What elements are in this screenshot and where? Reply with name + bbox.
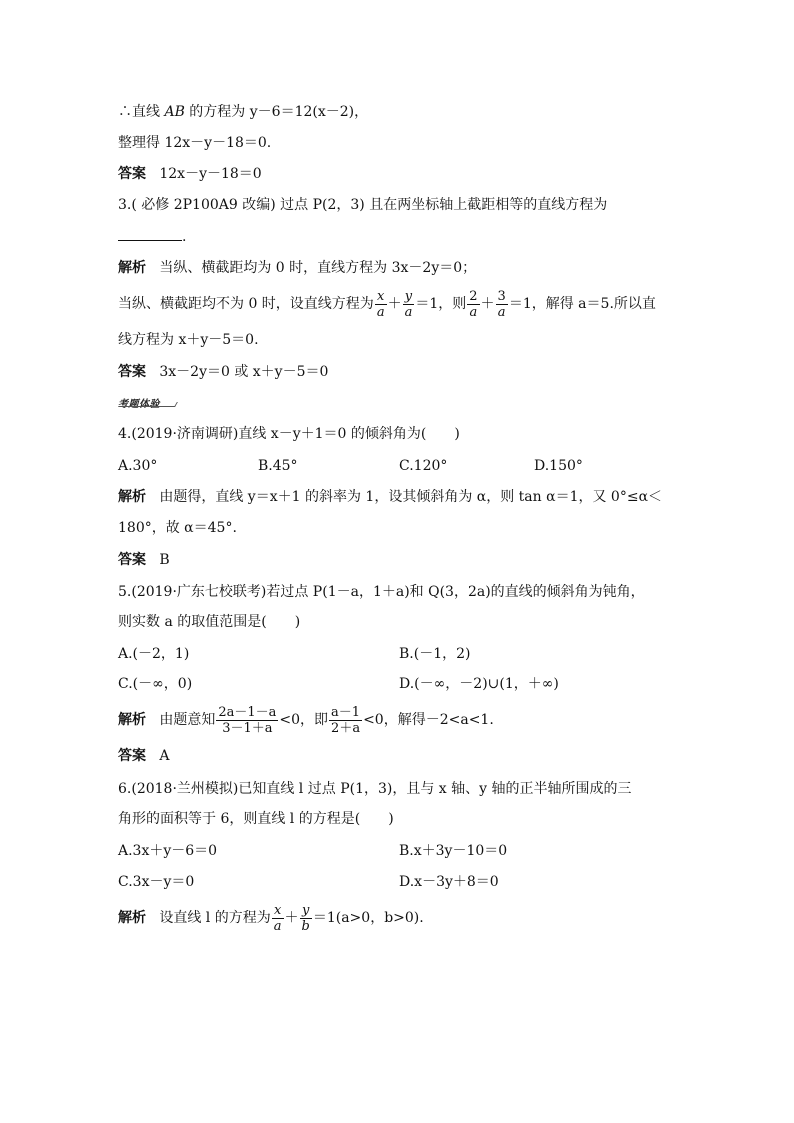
- text: 的方程为 y－6＝12(x－2)，: [184, 104, 369, 120]
- text: ＝1，则: [415, 296, 467, 312]
- answer-5: [118, 746, 169, 766]
- option-c: C.120°: [399, 458, 448, 474]
- text: ∴直线: [118, 104, 165, 120]
- text: 当纵、横截距均不为 0 时，设直线方程为: [118, 296, 374, 312]
- fraction: [329, 705, 362, 736]
- solution-4-line-1: [118, 487, 662, 507]
- answer-blank: [118, 226, 182, 241]
- text: ＝1(a>0，b>0).: [312, 910, 424, 926]
- fraction: [403, 289, 415, 320]
- numerator: y: [403, 289, 415, 305]
- solution-5: [118, 702, 494, 738]
- denominator: a: [273, 918, 282, 934]
- answer-4: [118, 550, 170, 570]
- text-italic: AB: [164, 104, 185, 120]
- answer-text: 3x－2y＝0 或 x＋y－5＝0: [159, 364, 329, 380]
- solution-4-line-2: 180°，故 α＝45°.: [118, 520, 237, 536]
- denominator: a: [376, 304, 385, 320]
- text: ＋: [480, 296, 495, 312]
- answer-label: 答案: [118, 166, 146, 182]
- numerator: a－1: [331, 704, 361, 720]
- text: 当纵、横截距均为 0 时，直线方程为 3x－2y＝0；: [159, 260, 477, 276]
- answer-text: B: [159, 552, 170, 568]
- line-ab-equation: [118, 102, 368, 122]
- text: 设直线 l 的方程为: [159, 910, 271, 926]
- answer-3: [118, 362, 328, 382]
- numerator: 2: [469, 288, 478, 304]
- solution-3-line-1: [118, 258, 476, 278]
- text: <0，即: [279, 712, 329, 728]
- section-tag: 考题体验: [118, 399, 160, 410]
- option-d: D.(－∞，－2)∪(1，＋∞): [399, 676, 559, 692]
- line-simplify: 整理得 12x－y－18＝0.: [118, 135, 272, 151]
- solution-3-line-3: 线方程为 x＋y－5＝0.: [118, 332, 259, 348]
- option-a: A.30°: [118, 458, 158, 474]
- text: ＋: [387, 296, 402, 312]
- fraction: [496, 289, 508, 320]
- numerator: y: [300, 903, 312, 919]
- question-5: 5.(2019·广东七校联考)若过点 P(1－a，1＋a)和 Q(3，2a)的直线的倾斜角为钝角，: [118, 584, 645, 600]
- text: .: [182, 229, 187, 245]
- question-3: 3.( 必修 2P100A9 改编) 过点 P(2，3) 且在两坐标轴上截距相等的直线方程为: [118, 197, 608, 213]
- answer-label: 答案: [118, 552, 146, 568]
- denominator: a: [469, 304, 478, 320]
- numerator: x: [272, 903, 284, 919]
- option-a: A.3x＋y－6＝0: [118, 843, 218, 859]
- solution-3-line-2: [118, 286, 656, 322]
- option-b: B.45°: [258, 458, 298, 474]
- numerator: 3: [497, 288, 506, 304]
- option-b: B.x＋3y－10＝0: [399, 843, 508, 859]
- fraction: [216, 705, 278, 736]
- text: ＝1，解得 a＝5.所以直: [508, 296, 656, 312]
- answer-1: [118, 164, 262, 184]
- option-c: C.3x－y＝0: [118, 874, 195, 890]
- numerator: x: [375, 289, 387, 305]
- option-a: A.(－2，1): [118, 646, 190, 662]
- denominator: 2＋a: [331, 720, 361, 736]
- section-tag-underline: [118, 402, 178, 407]
- text: ＋: [284, 910, 299, 926]
- solution-label: 解析: [118, 489, 146, 505]
- option-d: D.x－3y＋8＝0: [399, 874, 499, 890]
- answer-label: 答案: [118, 364, 146, 380]
- question-3-blank-line: [118, 226, 186, 247]
- fraction: [467, 289, 479, 320]
- text: 由题得，直线 y＝x＋1 的斜率为 1，设其倾斜角为 α，则 tan α＝1，又 0°≤α＜: [159, 489, 663, 505]
- fraction: [375, 289, 387, 320]
- fraction: [272, 903, 284, 934]
- option-d: D.150°: [534, 458, 583, 474]
- solution-label: 解析: [118, 260, 146, 276]
- denominator: b: [301, 918, 310, 934]
- option-c: C.(－∞，0): [118, 676, 193, 692]
- denominator: a: [497, 304, 506, 320]
- question-4: 4.(2019·济南调研)直线 x－y＋1＝0 的倾斜角为( ): [118, 426, 460, 442]
- question-5-line-2: 则实数 a 的取值范围是( ): [118, 614, 301, 630]
- solution-label: 解析: [118, 910, 146, 926]
- numerator: 2a－1－a: [218, 704, 277, 720]
- fraction: [300, 903, 312, 934]
- option-b: B.(－1，2): [399, 646, 471, 662]
- question-6-line-2: 角形的面积等于 6，则直线 l 的方程是( ): [118, 811, 394, 827]
- answer-text: 12x－y－18＝0: [159, 166, 262, 182]
- solution-label: 解析: [118, 712, 146, 728]
- denominator: 3－1＋a: [222, 720, 273, 736]
- question-6: 6.(2018·兰州模拟)已知直线 l 过点 P(1，3)，且与 x 轴、y 轴的正半轴所围成的三: [118, 781, 632, 797]
- text: 由题意知: [159, 712, 216, 728]
- answer-text: A: [159, 748, 170, 764]
- solution-6: [118, 900, 424, 936]
- denominator: a: [404, 304, 413, 320]
- answer-label: 答案: [118, 748, 146, 764]
- text: <0，解得－2<a<1.: [363, 712, 494, 728]
